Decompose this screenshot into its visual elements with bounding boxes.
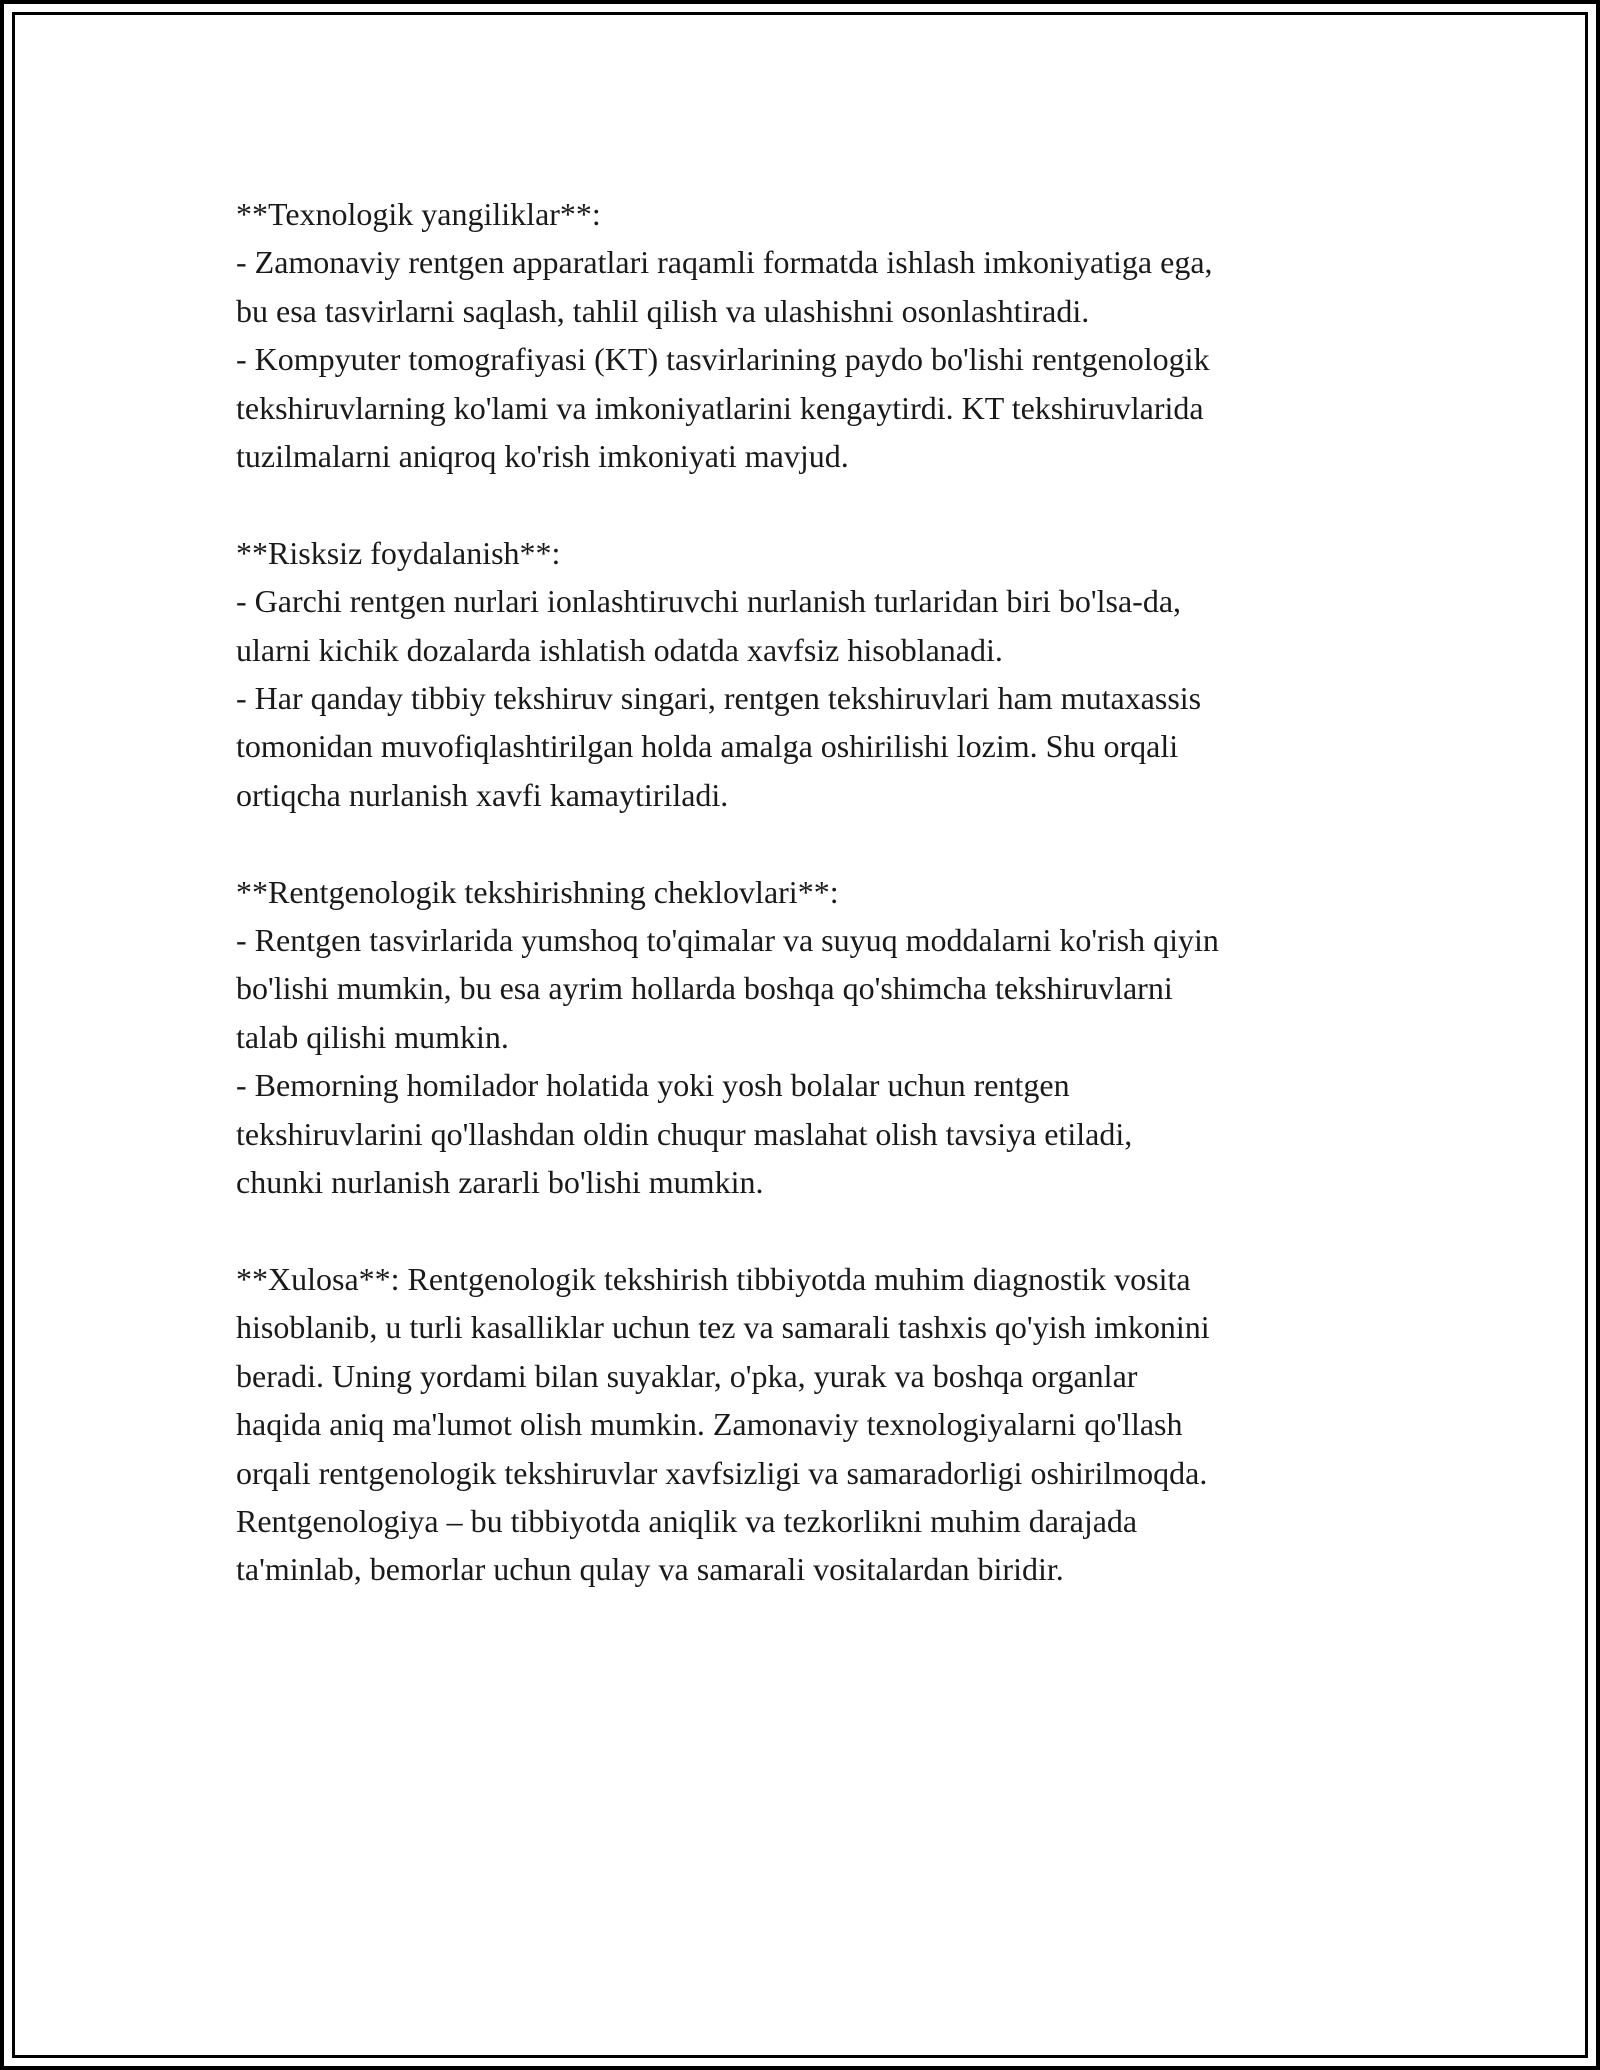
text-line: ortiqcha nurlanish xavfi kamaytiriladi. bbox=[236, 776, 729, 813]
text-line: tuzilmalarni aniqroq ko'rish imkoniyati mavjud. bbox=[236, 438, 849, 475]
section-heading: **Texnologik yangiliklar**: bbox=[236, 196, 601, 232]
text-line: - Zamonaviy rentgen apparatlari raqamli formatda ishlash imkoniyatiga ega, bbox=[236, 244, 1213, 281]
text-line: - Kompyuter tomografiyasi (KT) tasvirlarining paydo bo'lishi rentgenologik bbox=[236, 341, 1210, 378]
text-line: - Rentgen tasvirlarida yumshoq to'qimalar va suyuq moddalarni ko'rish qiyin bbox=[236, 922, 1219, 959]
text-line: bu esa tasvirlarni saqlash, tahlil qilish va ulashishni osonlashtiradi. bbox=[236, 292, 1090, 329]
document-body bbox=[236, 190, 1386, 1642]
section-heading: **Risksiz foydalanish**: bbox=[236, 534, 561, 571]
text-line: ularni kichik dozalarda ishlatish odatda xavfsiz hisoblanadi. bbox=[236, 631, 1003, 668]
text-line: tomonidan muvofiqlashtirilgan holda amalga oshirilishi lozim. Shu orqali bbox=[236, 728, 1179, 765]
text-line: - Garchi rentgen nurlari ionlashtiruvchi nurlanish turlaridan biri bo'lsa-da, bbox=[236, 583, 1182, 620]
section-risksiz-foydalanish bbox=[236, 529, 1386, 819]
section-texnologik-yangiliklar bbox=[236, 190, 1386, 480]
text-line: tekshiruvlarini qo'llashdan oldin chuqur maslahat olish tavsiya etiladi, bbox=[236, 1115, 1133, 1152]
text-line: Rentgenologiya – bu tibbiyotda aniqlik va tezkorlikni muhim darajada bbox=[236, 1502, 1138, 1539]
text-line: ta'minlab, bemorlar uchun qulay va samarali vositalardan biridir. bbox=[236, 1551, 1064, 1588]
section-heading: **Xulosa**: Rentgenologik tekshirish tibbiyotda muhim diagnostik vosita bbox=[236, 1260, 1191, 1297]
section-cheklovlar bbox=[236, 868, 1386, 1207]
text-line: - Bemorning homilador holatida yoki yosh bolalar uchun rentgen bbox=[236, 1067, 1070, 1104]
text-line: haqida aniq ma'lumot olish mumkin. Zamonaviy texnologiyalarni qo'llash bbox=[236, 1406, 1183, 1443]
text-line: - Har qanday tibbiy tekshiruv singari, rentgen tekshiruvlari ham mutaxassis bbox=[236, 680, 1202, 717]
text-line: hisoblanib, u turli kasalliklar uchun tez va samarali tashxis qo'yish imkonini bbox=[236, 1309, 1210, 1346]
text-line: beradi. Uning yordami bilan suyaklar, o'pka, yurak va boshqa organlar bbox=[236, 1357, 1138, 1394]
text-line: bo'lishi mumkin, bu esa ayrim hollarda boshqa qo'shimcha tekshiruvlarni bbox=[236, 970, 1173, 1007]
section-heading: **Rentgenologik tekshirishning cheklovlari**: bbox=[236, 873, 839, 910]
text-line: tekshiruvlarning ko'lami va imkoniyatlarini kengaytirdi. KT tekshiruvlarida bbox=[236, 389, 1204, 426]
text-line: talab qilishi mumkin. bbox=[236, 1018, 509, 1055]
text-line: orqali rentgenologik tekshiruvlar xavfsizligi va samaradorligi oshirilmoqda. bbox=[236, 1454, 1208, 1491]
text-line: chunki nurlanish zararli bo'lishi mumkin. bbox=[236, 1164, 764, 1201]
section-xulosa bbox=[236, 1255, 1386, 1594]
